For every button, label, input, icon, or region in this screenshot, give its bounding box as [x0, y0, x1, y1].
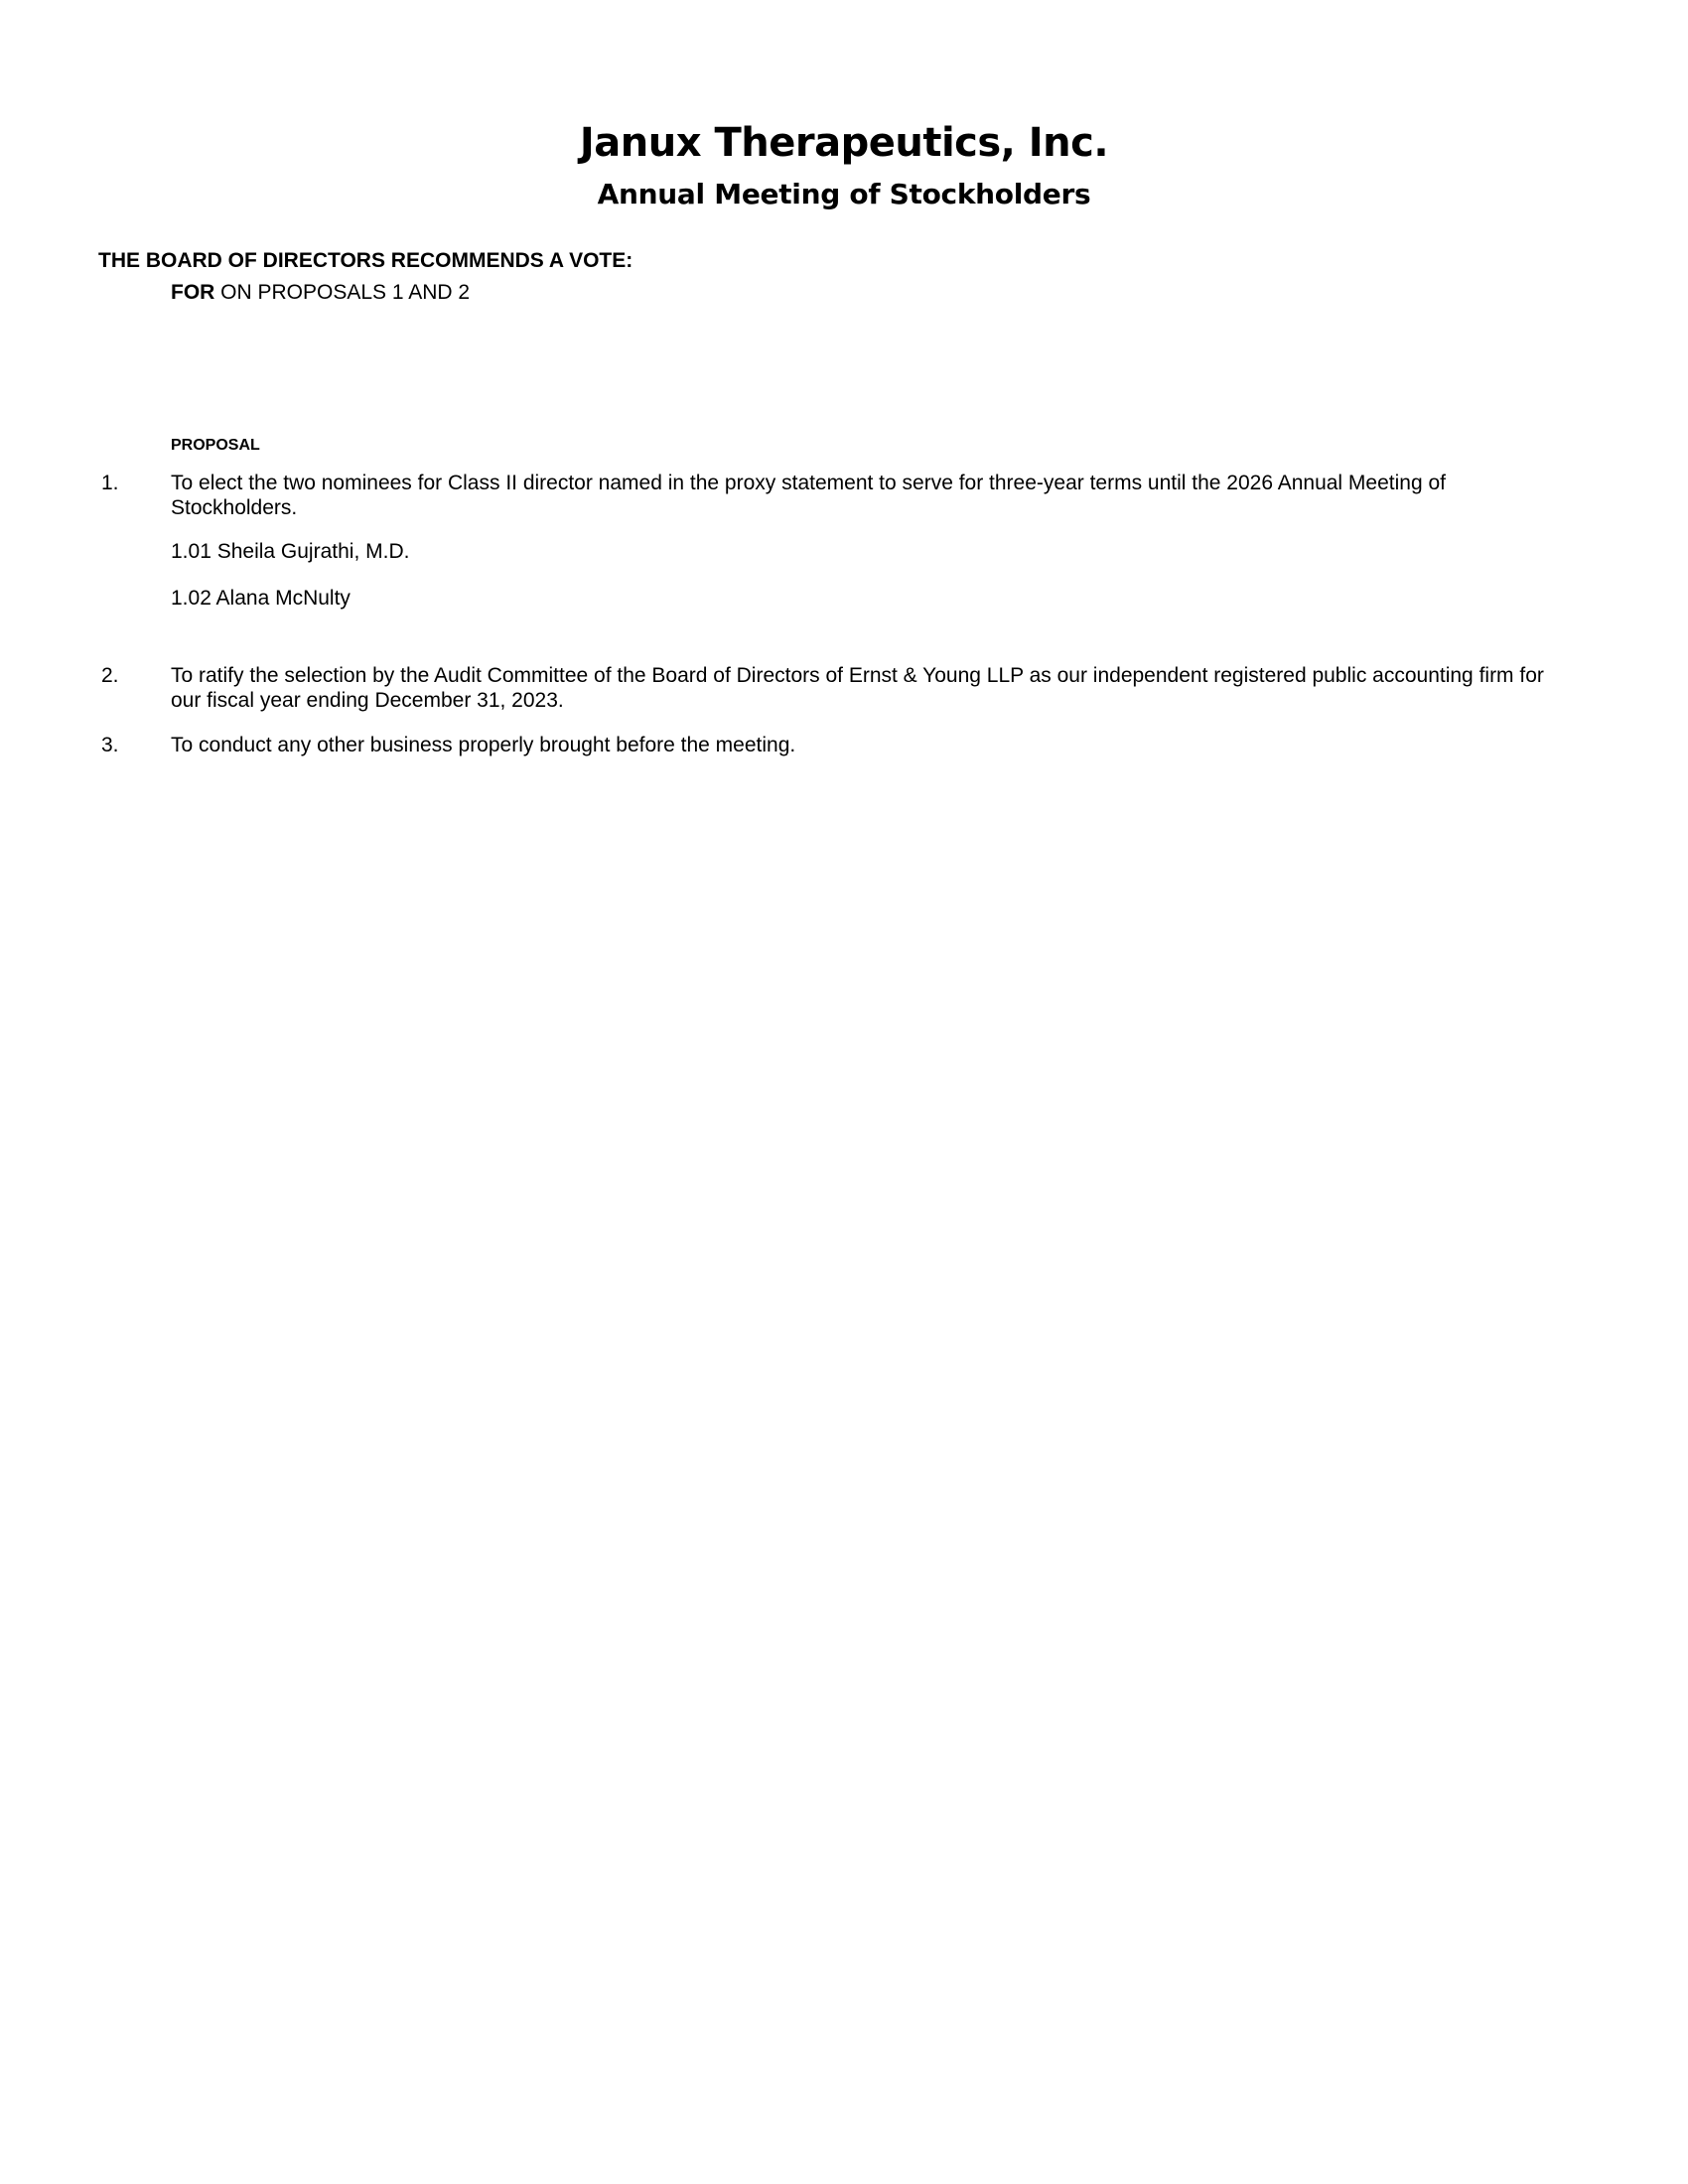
vote-for-rest: ON PROPOSALS 1 AND 2 — [214, 281, 471, 304]
proposal-number: 2. — [101, 664, 119, 687]
proposal-text: To elect the two nominees for Class II director named in the proxy statement to serve for three-year terms until the 2026 Annual Meeting of Stockholders. — [171, 472, 1446, 519]
proposal-column-header: PROPOSAL — [171, 437, 260, 454]
document-title: Janux Therapeutics, Inc. — [579, 120, 1109, 166]
board-recommendation-vote — [171, 280, 470, 306]
document-subtitle: Annual Meeting of Stockholders — [597, 178, 1091, 210]
nominee-2: 1.02 Alana McNulty — [171, 587, 351, 610]
nominee-1: 1.01 Sheila Gujrathi, M.D. — [171, 540, 410, 563]
vote-for-label: FOR — [171, 281, 215, 304]
board-recommendation-heading: THE BOARD OF DIRECTORS RECOMMENDS A VOTE: — [98, 249, 633, 272]
proposal-text: To ratify the selection by the Audit Committee of the Board of Directors of Ernst & Young LLP as our independent registered public accounting firm for our fiscal year ending December 31, 2023. — [171, 664, 1544, 712]
proposal-text: To conduct any other business properly brought before the meeting. — [171, 734, 796, 756]
proposal-number: 3. — [101, 734, 119, 756]
proposal-number: 1. — [101, 472, 119, 494]
